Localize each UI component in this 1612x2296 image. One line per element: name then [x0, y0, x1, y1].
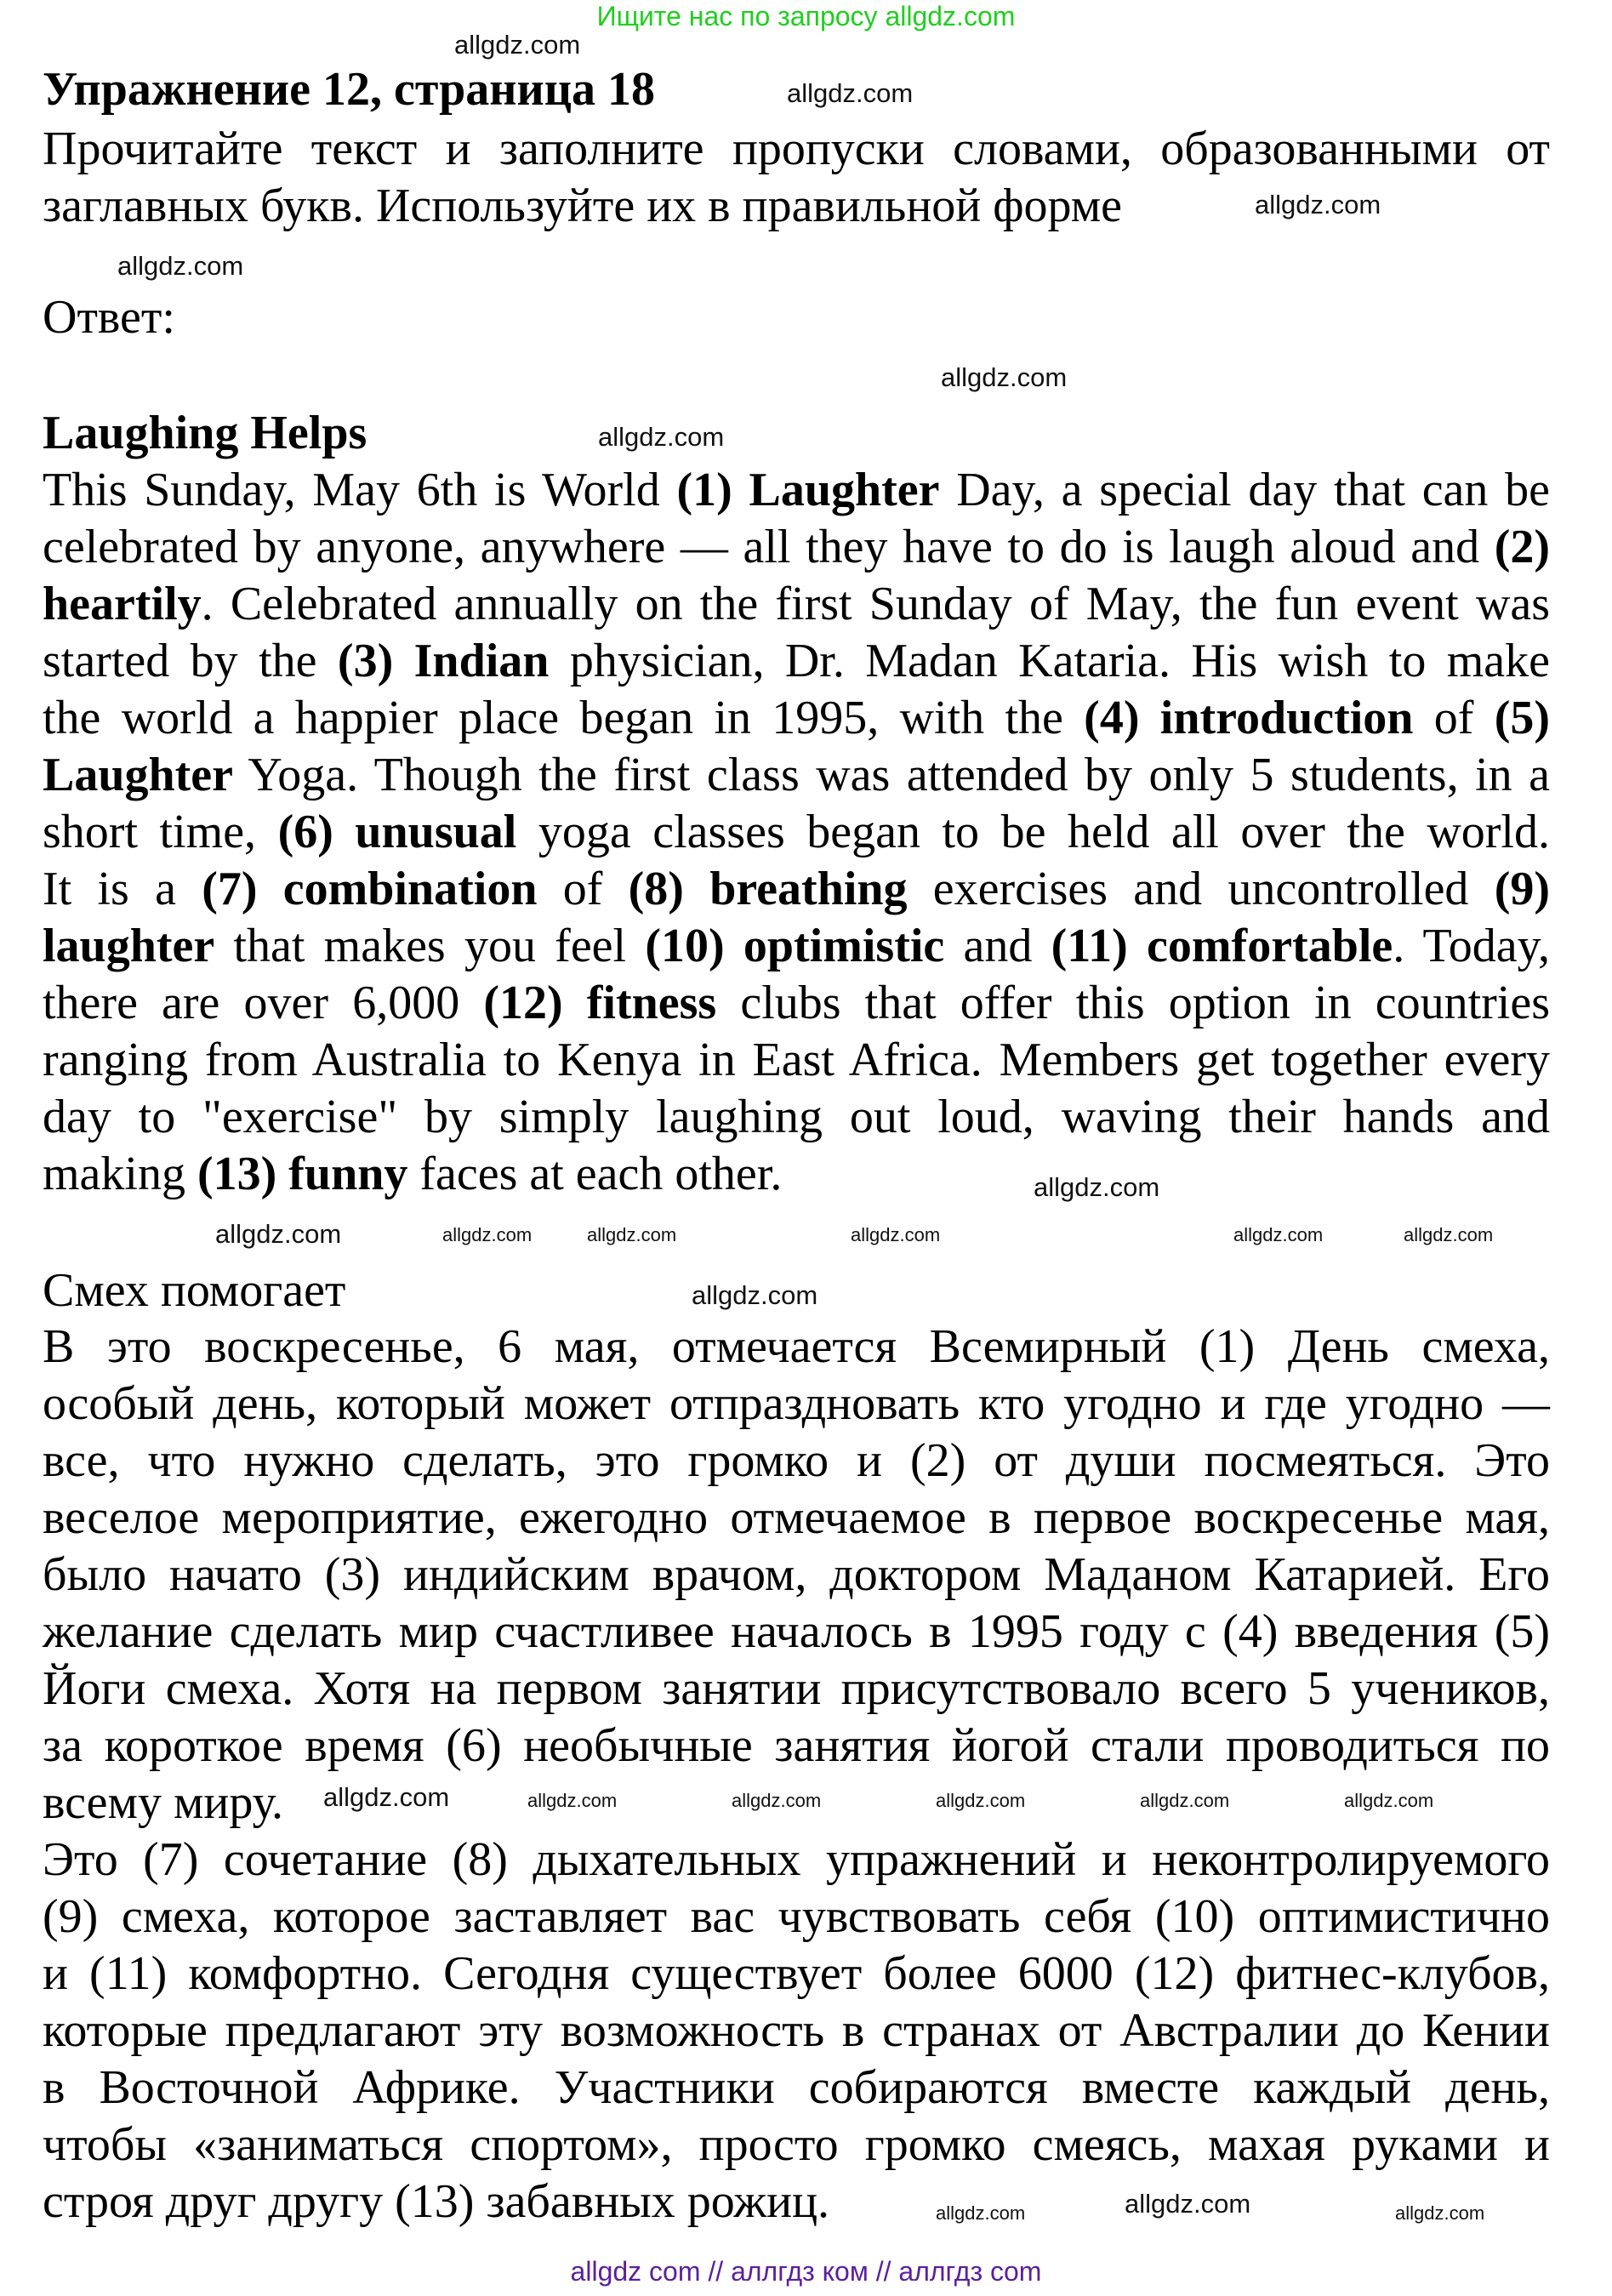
watermark: allgdz.com	[1255, 190, 1381, 219]
russian-line: веселое мероприятие, ежегодно отмечаемое в первое воскресенье мая,	[43, 1491, 1550, 1544]
answer-word: (4) introduction	[1084, 692, 1414, 744]
footer-banner[interactable]: allgdz com // аллгдз ком // аллгдз com	[570, 2256, 1042, 2287]
text-segment: celebrated by anyone, anywhere — all they have to do is laugh aloud and	[43, 521, 1495, 573]
watermark: allgdz.com	[1233, 1224, 1324, 1245]
text-segment: It is a	[43, 863, 202, 915]
watermark: allgdz.com	[598, 422, 725, 452]
watermark: allgdz.com	[587, 1224, 677, 1245]
text-segment: of	[537, 863, 629, 915]
english-line	[43, 918, 1550, 975]
watermark: allgdz.com	[936, 2202, 1026, 2224]
russian-line: Йоги смеха. Хотя на первом занятии присутствовало всего 5 учеников,	[43, 1662, 1550, 1715]
text-segment: clubs that offer this option in countries	[716, 977, 1550, 1029]
english-line	[43, 1032, 1550, 1089]
answer-word: (8) breathing	[628, 863, 908, 915]
watermark: allgdz.com	[442, 1224, 533, 1245]
text-segment: making	[43, 1148, 197, 1200]
russian-line: все, что нужно сделать, это громко и (2) от души посмеяться. Это	[43, 1434, 1550, 1487]
answer-word: (7) combination	[202, 863, 538, 915]
answer-word: (3) Indian	[337, 635, 550, 687]
russian-line: В это воскресенье, 6 мая, отмечается Всемирный (1) День смеха,	[43, 1320, 1550, 1373]
text-segment: there are over 6,000	[43, 977, 484, 1029]
text-segment: and	[944, 920, 1051, 972]
text-segment: physician, Dr. Madan Kataria. His wish to make	[549, 635, 1551, 687]
instructions-line: заглавных букв. Используйте их в правильной форме	[43, 179, 1122, 232]
answer-word: (9)	[1494, 863, 1550, 915]
russian-line: особый день, который может отпраздновать кто угодно и где угодно —	[43, 1377, 1550, 1430]
answer-label: Ответ:	[43, 291, 175, 344]
russian-line: всему миру.	[43, 1776, 284, 1829]
answer-word: (5)	[1494, 692, 1551, 744]
english-line	[43, 1089, 1550, 1146]
english-line	[43, 462, 1550, 519]
answer-word: (10) optimistic	[645, 920, 945, 972]
answer-word: (2)	[1494, 521, 1550, 573]
russian-line: было начато (3) индийским врачом, доктором Маданом Катарией. Его	[43, 1548, 1550, 1601]
russian-line: которые предлагают эту возможность в странах от Австралии до Кении	[43, 2004, 1550, 2057]
text-segment: This Sunday, May 6th is World	[43, 464, 677, 516]
answer-word: (6) unusual	[277, 806, 517, 858]
english-line	[43, 861, 1550, 918]
russian-title: Смех помогает	[43, 1264, 346, 1317]
answer-word: laughter	[43, 920, 215, 972]
watermark: allgdz.com	[215, 1219, 342, 1249]
russian-text	[43, 1319, 1550, 2230]
russian-line: Это (7) сочетание (8) дыхательных упражнений и неконтролируемого	[43, 1833, 1550, 1886]
watermark: allgdz.com	[787, 78, 914, 108]
watermark: allgdz.com	[692, 1280, 818, 1310]
instructions-line: Прочитайте текст и заполните пропуски словами, образованными от	[43, 122, 1550, 175]
answer-word: heartily	[43, 578, 202, 630]
russian-line: и (11) комфортно. Сегодня существует более 6000 (12) фитнес-клубов,	[43, 1947, 1550, 2000]
russian-line: (9) смеха, которое заставляет вас чувствовать себя (10) оптимистично	[43, 1890, 1550, 1943]
russian-line: за короткое время (6) необычные занятия йогой стали проводиться по	[43, 1719, 1550, 1772]
text-segment: that makes you feel	[214, 920, 646, 972]
english-line	[43, 747, 1550, 804]
text-segment: . Celebrated annually on the first Sunday of May, the fun event was	[201, 578, 1550, 630]
answer-word: (1) Laughter	[676, 464, 940, 516]
english-line	[43, 690, 1550, 747]
text-segment: started by the	[43, 635, 338, 687]
english-text	[43, 462, 1550, 1203]
text-segment: Day, a special day that can be	[939, 464, 1551, 516]
watermark: allgdz.com	[936, 1790, 1026, 1811]
english-line	[43, 975, 1550, 1032]
watermark: allgdz.com	[1125, 2189, 1251, 2219]
answer-word: (12) fitness	[483, 977, 717, 1029]
watermark: allgdz.com	[527, 1790, 618, 1811]
watermark: allgdz.com	[117, 251, 244, 281]
text-segment: day to "exercise" by simply laughing out loud, waving their hands and	[43, 1091, 1550, 1143]
watermark: allgdz.com	[1344, 1790, 1434, 1811]
watermark: allgdz.com	[851, 1224, 941, 1245]
watermark: allgdz.com	[941, 362, 1068, 392]
english-line	[43, 633, 1550, 690]
text-segment: faces at each other.	[407, 1148, 783, 1200]
text-segment: Yoga. Though the first class was attended by only 5 students, in a	[233, 749, 1550, 801]
russian-line: чтобы «заниматься спортом», просто громко смеясь, махая руками и	[43, 2118, 1550, 2171]
text-segment: . Today,	[1393, 920, 1551, 972]
english-line	[43, 576, 1550, 633]
watermark: allgdz.com	[732, 1790, 822, 1811]
header-banner[interactable]: Ищите нас по запросу allgdz.com	[596, 1, 1016, 31]
watermark: allgdz.com	[1404, 1224, 1494, 1245]
text-segment: of	[1413, 692, 1495, 744]
text-segment: the world a happier place began in 1995, with the	[43, 692, 1085, 744]
russian-line: строя друг другу (13) забавных рожиц.	[43, 2175, 830, 2228]
text-segment: exercises and uncontrolled	[907, 863, 1495, 915]
answer-word: (13) funny	[197, 1148, 408, 1200]
answer-word: (11) comfortable	[1051, 920, 1393, 972]
watermark: allgdz.com	[1034, 1172, 1160, 1202]
russian-line: желание сделать мир счастливее началось в 1995 году с (4) введения (5)	[43, 1605, 1550, 1658]
russian-line: в Восточной Африке. Участники собираются вместе каждый день,	[43, 2061, 1550, 2114]
answer-word: Laughter	[43, 749, 233, 801]
text-segment: short time,	[43, 806, 278, 858]
text-segment: ranging from Australia to Kenya in East Africa. Members get together every	[43, 1034, 1550, 1086]
page-title: Упражнение 12, страница 18	[43, 63, 656, 116]
watermark: allgdz.com	[1140, 1790, 1230, 1811]
english-line	[43, 804, 1550, 861]
english-line	[43, 1146, 782, 1203]
watermark: allgdz.com	[454, 30, 581, 60]
text-segment: yoga classes began to be held all over the world.	[516, 806, 1550, 858]
english-title: Laughing Helps	[43, 407, 367, 459]
english-line	[43, 519, 1550, 576]
watermark: allgdz.com	[1395, 2202, 1485, 2224]
watermark: allgdz.com	[323, 1782, 450, 1812]
